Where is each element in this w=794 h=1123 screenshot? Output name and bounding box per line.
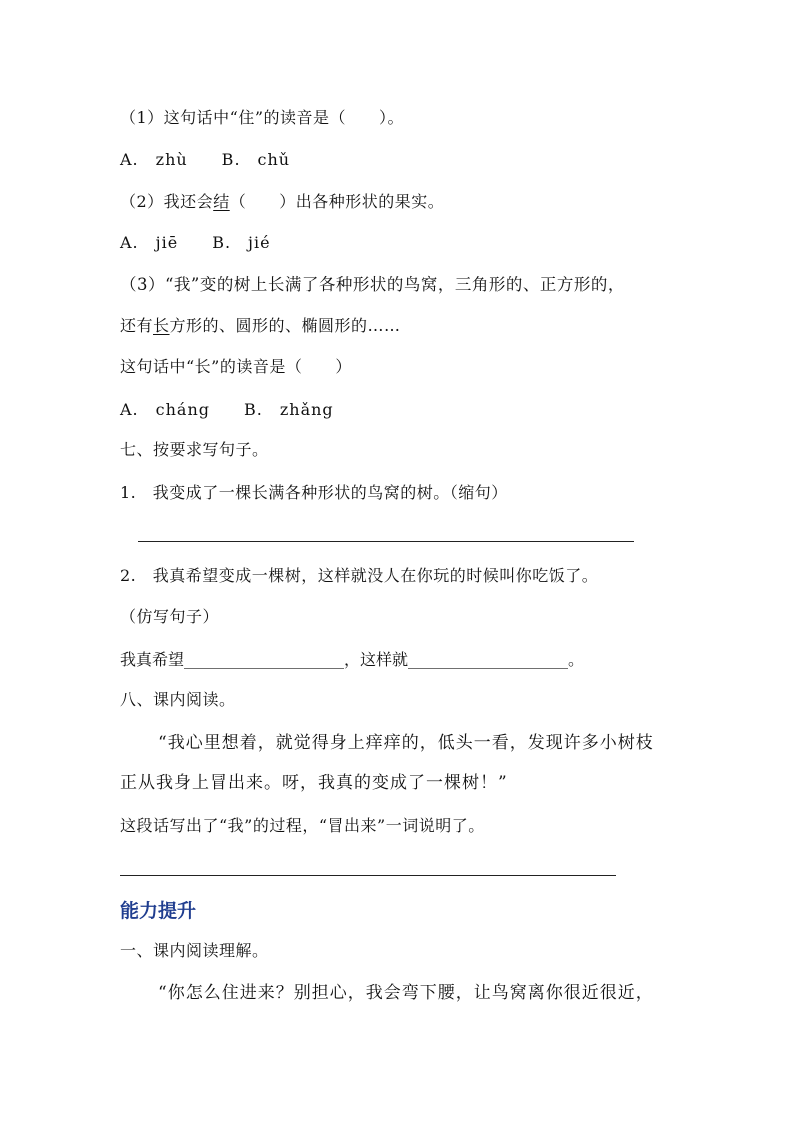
q8-question: 这段话写出了“我”的过程，“冒出来”一词说明了。 <box>120 816 485 835</box>
q6-item2-underlined: 结 <box>213 192 230 211</box>
q6-item3-line2-pre: 还有 <box>120 316 154 335</box>
q6-item1-options: A. zhù B. chǔ <box>120 150 291 169</box>
q7-sentence2: 2. 我真希望变成一棵树，这样就没人在你玩的时候叫你吃饭了。 <box>120 566 599 585</box>
q6-item3-line2-post: 方形的、圆形的、椭圆形的…… <box>169 316 401 335</box>
q8-answer-line[interactable] <box>120 875 616 876</box>
q7-sentence2-note: （仿写句子） <box>120 607 220 626</box>
section-q1-passage: “你怎么住进来？别担心，我会弯下腰，让鸟窝离你很近很近， <box>158 983 654 1003</box>
q6-item3-line2 <box>120 316 401 336</box>
q6-item1-label: （1）这句话中“住”的读音是（ ）。 <box>120 108 405 127</box>
q6-item3-question: 这句话中“长”的读音是（ ） <box>120 357 352 376</box>
q8-title: 八、课内阅读。 <box>120 690 236 709</box>
q7-fill-in[interactable]: 我真希望____________________，这样就____________________。 <box>120 650 585 669</box>
q6-item2-options: A. jiē B. jié <box>120 233 271 252</box>
q7-title: 七、按要求写句子。 <box>120 440 269 459</box>
q6-item3-line2-underlined: 长 <box>153 316 170 335</box>
q7-answer-line1[interactable] <box>138 541 634 542</box>
q8-passage-line2: 正从我身上冒出来。呀，我真的变成了一棵树！” <box>120 773 508 793</box>
q6-item3-options: A. cháng B. zhǎng <box>120 400 334 419</box>
q6-item2-label <box>120 192 444 212</box>
section-heading: 能力提升 <box>120 900 197 922</box>
q7-sentence1: 1. 我变成了一棵长满各种形状的鸟窝的树。（缩句） <box>120 483 508 502</box>
q6-item2-post: （ ）出各种形状的果实。 <box>229 192 445 211</box>
q8-passage-line1: “我心里想着，就觉得身上痒痒的，低头一看，发现许多小树枝 <box>158 733 654 753</box>
q6-item2-pre: （2）我还会 <box>120 192 214 211</box>
q6-item3-line1: （3）“我”变的树上长满了各种形状的鸟窝，三角形的、正方形的， <box>120 275 625 294</box>
section-q1-title: 一、课内阅读理解。 <box>120 941 269 960</box>
